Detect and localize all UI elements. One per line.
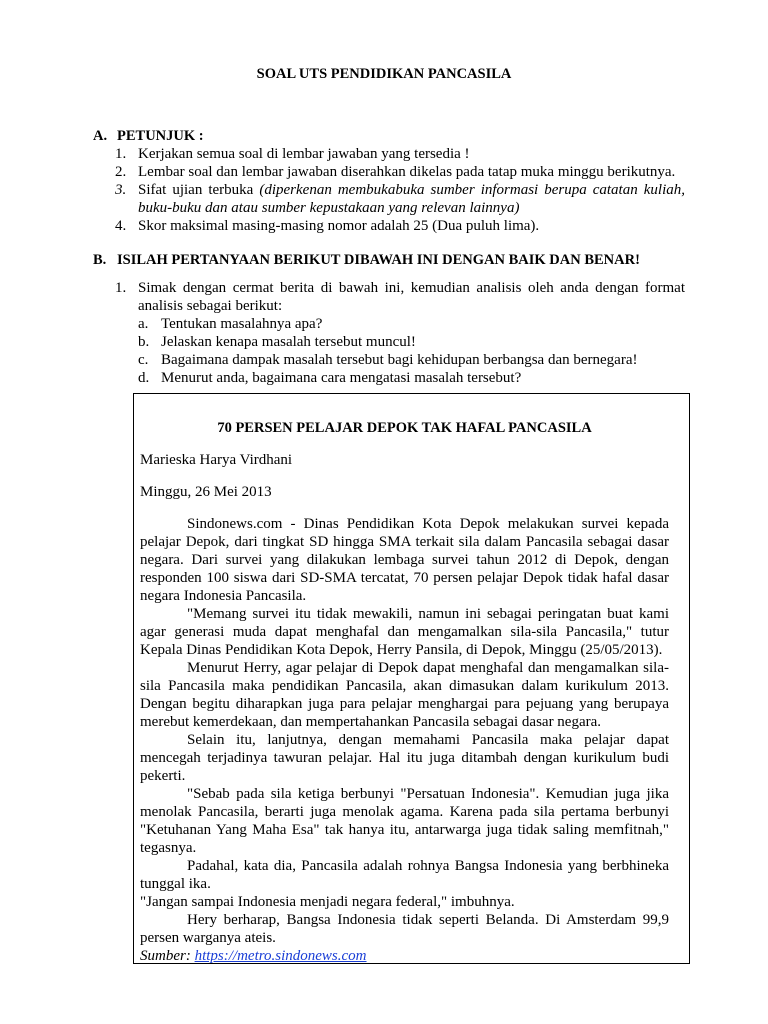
sub-item-letter: d. (138, 370, 150, 386)
news-article-box (133, 393, 690, 964)
question-sub-item (138, 315, 678, 333)
article-author: Marieska Harya Virdhani (140, 452, 293, 468)
question-sub-item (138, 369, 678, 387)
instruction-text (138, 181, 685, 217)
article-body (140, 515, 669, 965)
instruction-text: Skor maksimal masing-masing nomor adalah 25 (Dua puluh lima). (138, 218, 540, 234)
document-title: SOAL UTS PENDIDIKAN PANCASILA (256, 66, 512, 82)
sub-item-letter: b. (138, 334, 150, 350)
instruction-text-plain: Sifat ujian terbuka (138, 182, 260, 198)
question-number: 1. (115, 280, 127, 296)
instruction-text: Lembar soal dan lembar jawaban diserahkan dikelas pada tatap muka minggu berikutnya. (138, 164, 676, 180)
source-link[interactable]: https://metro.sindonews.com (194, 948, 367, 964)
article-date: Minggu, 26 Mei 2013 (140, 484, 272, 500)
instruction-text-italic: (diperkenan membukabuka sumber informasi berupa catatan kuliah, buku-buku dan atau sumber kepustakaan yang relevan lainnya) (138, 182, 685, 216)
instruction-item (115, 217, 685, 235)
article-paragraph: Hery berharap, Bangsa Indonesia tidak seperti Belanda. Di Amsterdam 99,9 persen warganya ateis. (140, 912, 669, 946)
article-paragraph: Padahal, kata dia, Pancasila adalah rohnya Bangsa Indonesia yang berbhineka tunggal ika. (140, 858, 669, 892)
sub-item-text: Menurut anda, bagaimana cara mengatasi masalah tersebut? (161, 370, 522, 386)
sub-item-text: Bagaimana dampak masalah tersebut bagi kehidupan berbangsa dan bernegara! (161, 352, 638, 368)
section-a-letter: A. (93, 128, 108, 144)
section-a-heading (93, 127, 693, 145)
question-sub-list (138, 315, 678, 387)
article-title: 70 PERSEN PELAJAR DEPOK TAK HAFAL PANCASILA (217, 420, 592, 436)
sub-item-text: Jelaskan kenapa masalah tersebut muncul! (161, 334, 416, 350)
article-paragraph: "Sebab pada sila ketiga berbunyi "Persatuan Indonesia". Kemudian juga jika menolak Pancasila, berarti juga menolak agama. Karena pada sila pertama berbunyi "Ketuhanan Yang Maha Esa" tak hanya itu, antarwarga juga tidak saling memfitnah," tegasnya. (140, 786, 669, 856)
section-b-heading (93, 251, 693, 269)
article-source (140, 947, 669, 965)
sub-item-text: Tentukan masalahnya apa? (161, 316, 323, 332)
source-label: Sumber: (140, 948, 195, 964)
section-b-letter: B. (93, 252, 107, 268)
instruction-item (115, 163, 685, 181)
instruction-number: 3. (115, 182, 127, 198)
instruction-number: 2. (115, 164, 127, 180)
section-a-title: PETUNJUK : (117, 128, 204, 144)
sub-item-letter: c. (138, 352, 149, 368)
instruction-item (115, 181, 685, 217)
question-text: Simak dengan cermat berita di bawah ini, kemudian analisis oleh anda dengan format analisis sebagai berikut: (138, 280, 685, 314)
sub-item-letter: a. (138, 316, 149, 332)
article-paragraph: "Jangan sampai Indonesia menjadi negara federal," imbuhnya. (140, 894, 515, 910)
article-paragraph: Sindonews.com - Dinas Pendidikan Kota Depok melakukan survei kepada pelajar Depok, dari tingkat SD hingga SMA terkait sila dalam Pancasila sebagai dasar negara. Dari survei yang dilakukan lembaga survei tahun 2012 di Depok, dengan responden 100 siswa dari SD-SMA tercatat, 70 persen pelajar Depok tidak hafal dasar negara Indonesia Pancasila. (140, 516, 669, 604)
article-paragraph: Menurut Herry, agar pelajar di Depok dapat menghafal dan mengamalkan sila-sila Pancasila maka pendidikan Pancasila, akan dimasukan dalam kurikulum 2013. Dengan begitu diharapkan juga para pelajar menghargai para pejuang yang berupaya merebut kemerdekaan, dan mempertahankan Pancasila sebagai dasar negara. (140, 660, 669, 730)
instructions-list (115, 145, 685, 235)
question-sub-item (138, 333, 678, 351)
section-b-title: ISILAH PERTANYAAN BERIKUT DIBAWAH INI DENGAN BAIK DAN BENAR! (117, 252, 640, 268)
question-sub-item (138, 351, 678, 369)
instruction-number: 4. (115, 218, 127, 234)
article-paragraph: Selain itu, lanjutnya, dengan memahami Pancasila maka pelajar dapat mencegah terjadinya tawuran pelajar. Hal itu juga ditambah dengan kurikulum budi pekerti. (140, 732, 669, 784)
article-paragraph: "Memang survei itu tidak mewakili, namun ini sebagai peringatan buat kami agar generasi muda dapat menghafal dan mengamalkan sila-sila Pancasila," tutur Kepala Dinas Pendidikan Kota Depok, Herry Pansila, di Depok, Minggu (25/05/2013). (140, 606, 669, 658)
instruction-text: Kerjakan semua soal di lembar jawaban yang tersedia ! (138, 146, 470, 162)
question-1 (115, 279, 685, 315)
instruction-item (115, 145, 685, 163)
instruction-number: 1. (115, 146, 127, 162)
